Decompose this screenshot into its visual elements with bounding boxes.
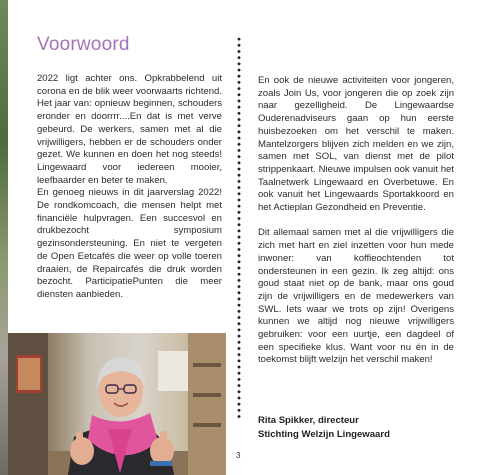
director-photo-illustration [8,333,226,475]
dotted-divider [237,36,241,421]
signature-name: Rita Spikker, directeur [258,415,359,426]
signature-organization: Stichting Welzijn Lingewaard [258,429,390,440]
page-title: Voorwoord [37,34,130,55]
right-paragraph-1: En ook de nieuwe activiteiten voor jongeren, zoals Join Us, voor jongeren die op zoek zijn naar gezelligheid. De Lingewaardse Ouderenadviseurs gaan op hun eerste huisbezoeken om het verschil te maken. Mantelzorgers blijven zich melden en we zijn, samen met SOL, van dienst met de pilot strippenkaart. Nieuwe impulsen ook vanuit het Taalnetwerk Lingewaard en Overbetuwe. En ook vanuit het Lingewaards Sportakkoord en het Actieplan Gezondheid en Preventie. [258,75,454,214]
left-paragraph-2: En genoeg nieuws in dit jaarverslag 2022! De rondkomcoach, die mensen helpt met financiële hulpvragen. Een succesvol en drukbezocht symposium gezinsondersteuning. En niet te vergeten de Open Eetcafés die weer op volle toeren draaien, de Repaircafés die druk worden bezocht. ParticipatiePunten die meer diensten aanbieden. [37,187,222,300]
left-paragraph-1: 2022 ligt achter ons. Opkrabbelend uit corona en de blik weer voorwaarts richtend. Het jaar van: opnieuw beginnen, schouders eronder en doorrrr....En dat is met verve gebeurd. De werkers, samen met al die vrijwilligers, hebben er de schouders onder gezet. We kunnen en doen het nog steeds! Lingewaard voor iedereen mooier, leefbaarder en beter te maken. [37,73,222,186]
signature-block [258,414,458,442]
left-text-column [37,73,222,302]
right-text-column [258,75,454,367]
page-number: 3 [236,451,241,460]
page-edge-photo-strip [0,0,8,475]
director-photo [8,333,226,475]
right-paragraph-2: Dit allemaal samen met al die vrijwilligers die zich met hart en ziel inzetten voor hun mede inwoner: van koffieochtenden tot ondersteunen in een gezin. Ik zeg altijd: ons goud staat niet op de bank, maar ons goud zijn de vrijwilligers en de medewerkers van SWL. Iets waar we trots op zijn! Overigens kunnen we altijd nog nieuwe vrijwilligers gebruiken: voor een uurtje, een dagdeel of een specifieke klus. Want voor nu én in de toekomst blijft welzijn het verschil maken! [258,227,454,366]
